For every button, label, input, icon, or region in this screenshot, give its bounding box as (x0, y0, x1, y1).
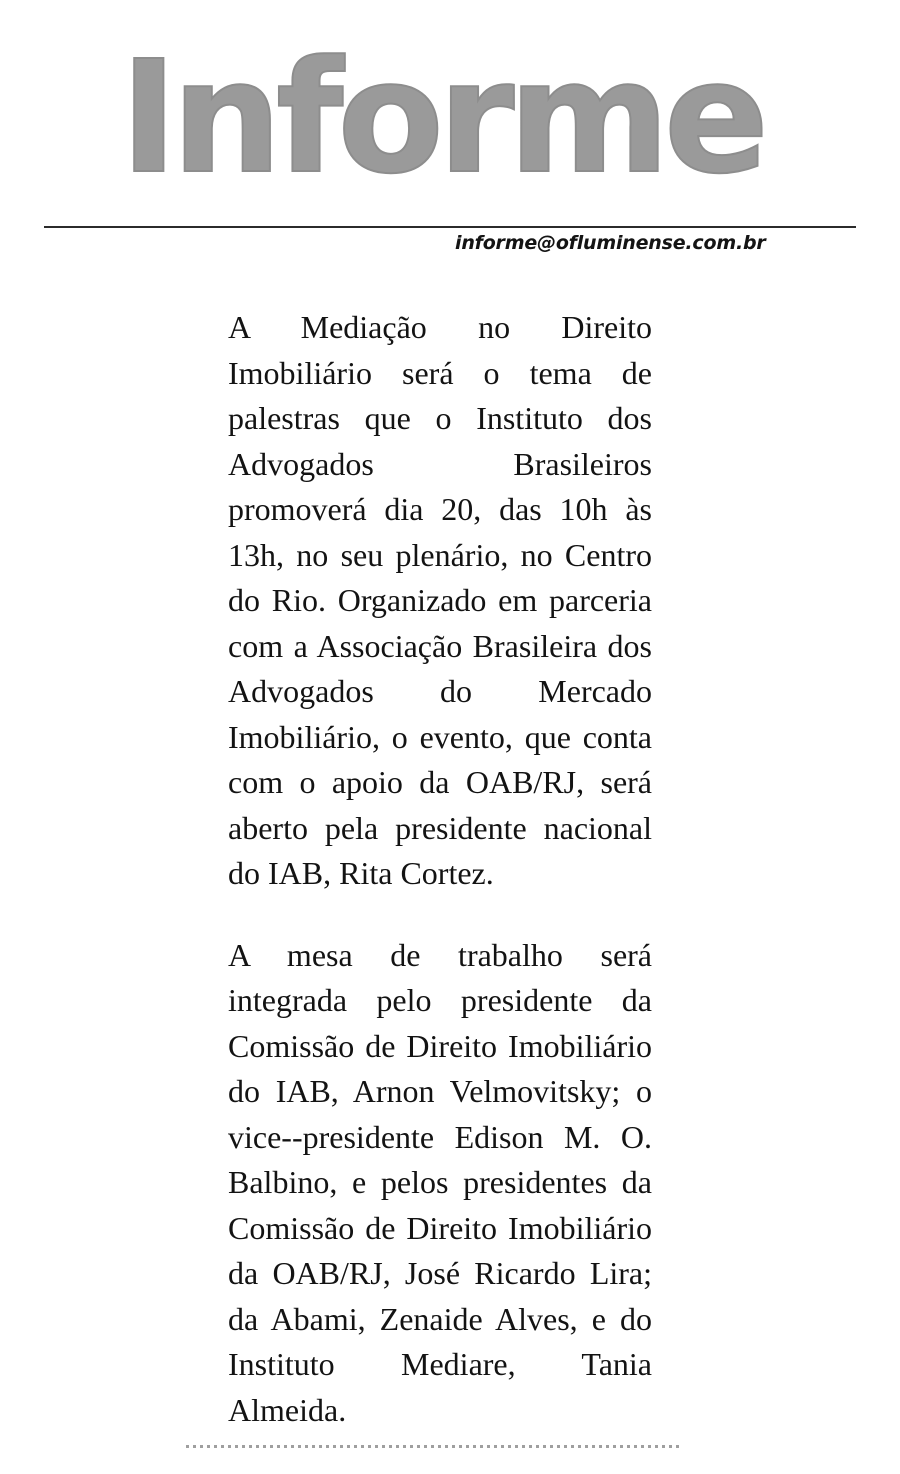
contact-email: informe@ofluminense.com.br (455, 232, 766, 254)
masthead (0, 0, 900, 254)
publication-title: Informe (120, 27, 764, 208)
article-body (228, 305, 652, 1433)
article-paragraph: A Mediação no Direito Imobiliário será o tema de palestras que o Instituto dos Advogados Brasileiros promoverá dia 20, das 10h às 13h, no seu plenário, no Centro do Rio. Organizado em parceria com a Associação Brasileira dos Advogados do Mercado Imobiliário, o evento, que conta com o apoio da OAB/RJ, será aberto pela presidente nacional do IAB, Rita Cortez. (228, 309, 652, 891)
article-paragraph: A mesa de trabalho será integrada pelo presidente da Comissão de Direito Imobiliário do IAB, Arnon Velmovitsky; o vice--presidente Edison M. O. Balbino, e pelos presidentes da Comissão de Direito Imobiliário da OAB/RJ, José Ricardo Lira; da Abami, Zenaide Alves, e do Instituto Mediare, Tania Almeida. (228, 936, 652, 1428)
horizontal-rule (44, 226, 856, 228)
clipping-bottom-edge (186, 1445, 682, 1448)
